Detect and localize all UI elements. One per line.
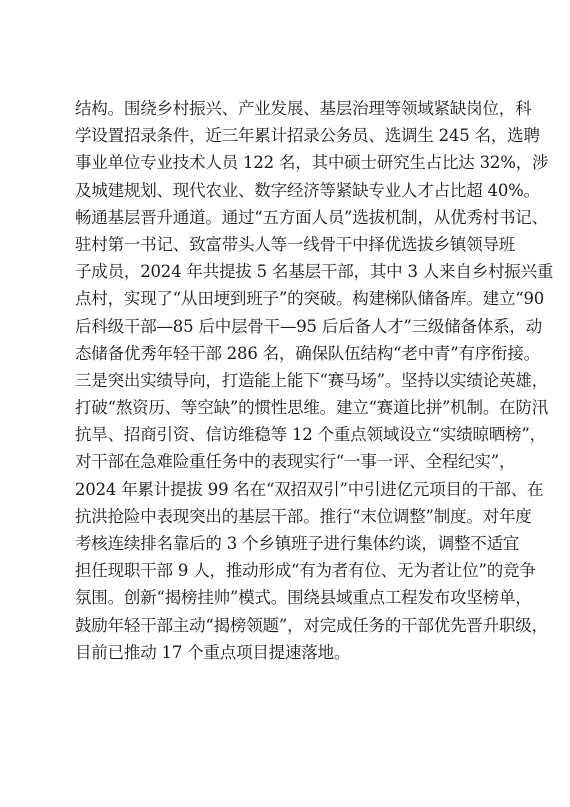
text-line: 担任现职干部 9 人，推动形成“有为者有位、无为者让位”的竞争 <box>75 561 536 581</box>
text-line: 态储备优秀年轻干部 286 名，确保队伍结构“老中青”有序衔接。 <box>75 343 540 363</box>
text-line: 事业单位专业技术人员 122 名，其中硕士研究生占比达 32%，涉 <box>75 153 549 173</box>
text-line: 目前已推动 17 个重点项目提速落地。 <box>75 642 351 662</box>
text-line: 考核连续排名靠后的 3 个乡镇班子进行集体约谈，调整不适宜 <box>75 534 520 553</box>
text-line: 鼓励年轻干部主动“揭榜领题”，对完成任务的干部优先晋升职级， <box>75 615 548 635</box>
text-line: 后科级干部—85 后中层骨干—95 后后备人才”三级储备体系，动 <box>75 316 543 336</box>
text-line: 点村，实现了“从田埂到班子”的突破。构建梯队储备库。建立“90 <box>75 289 545 309</box>
text-line: 打破“熬资历、等空缺”的惯性思维。建立“赛道比拼”机制。在防汛 <box>75 398 549 418</box>
text-line: 三是突出实绩导向，打造能上能下“赛马场”。坚持以实绩论英雄， <box>75 370 548 390</box>
text-line: 畅通基层晋升通道。通过“五方面人员”选拔机制，从优秀村书记、 <box>75 207 548 227</box>
text-line: 结构。围绕乡村振兴、产业发展、基层治理等领域紧缺岗位，科 <box>75 99 532 118</box>
text-line: 对干部在急难险重任务中的表现实行“一事一评、全程纪实”， <box>75 452 516 472</box>
text-line: 驻村第一书记、致富带头人等一线骨干中择优选拔乡镇领导班 <box>75 234 516 254</box>
text-line: 2024 年累计提拔 99 名在“双招双引”中引进亿元项目的干部、在 <box>75 479 544 499</box>
text-line: 氛围。创新“揭榜挂帅”模式。围绕县域重点工程发布攻坚榜单， <box>75 588 532 608</box>
text-line: 抗洪抢险中表现突出的基层干部。推行“末位调整”制度。对年度 <box>75 506 532 526</box>
text-line: 及城建规划、现代农业、数字经济等紧缺专业人才占比超 40%。 <box>75 180 540 200</box>
body-paragraph <box>75 95 554 666</box>
text-line: 抗旱、招商引资、信访维稳等 12 个重点领域设立“实绩晾晒榜”， <box>75 425 546 445</box>
text-line: 子成员，2024 年共提拔 5 名基层干部，其中 3 人来自乡村振兴重 <box>75 262 554 282</box>
text-line: 学设置招录条件，近三年累计招录公务员、选调生 245 名，选聘 <box>75 126 540 146</box>
